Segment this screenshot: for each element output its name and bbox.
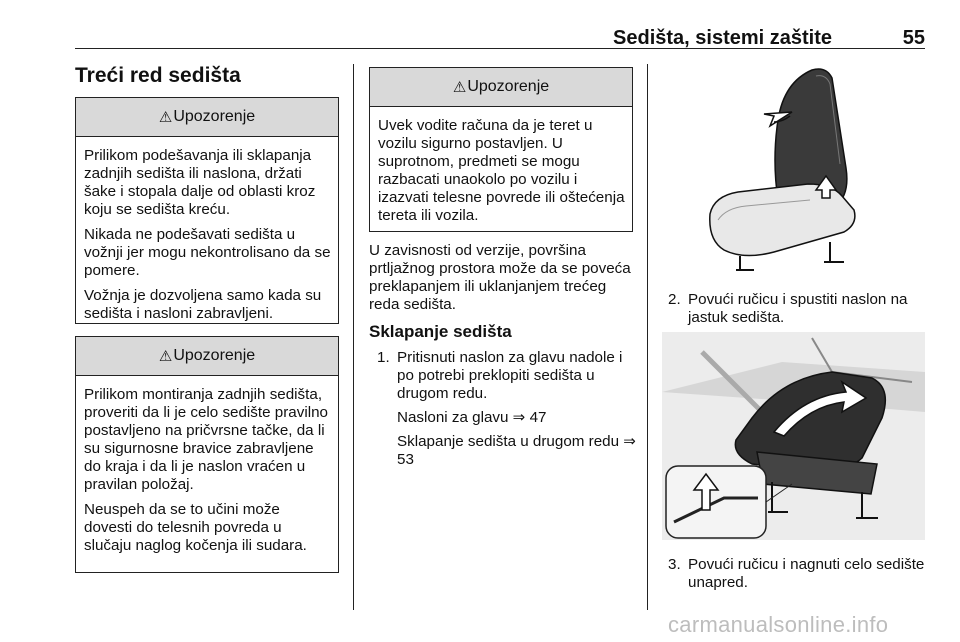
reference-link[interactable]: Nasloni za glavu ⇒ 47 — [397, 409, 547, 426]
header-title: Sedišta, sistemi zaštite — [613, 27, 832, 49]
section-title: Treći red sedišta — [75, 64, 241, 87]
watermark: carmanualsonline.info — [668, 612, 889, 637]
step-number: 3. — [668, 556, 681, 573]
warning-heading: Upozorenje — [173, 108, 256, 125]
subheading: Sklapanje sedišta — [369, 322, 512, 341]
warning-paragraph: Nikada ne podešavati sedišta u vožnji jer mogu nekontrolisano da se pomere. — [84, 226, 331, 279]
fold-seat-illustration — [662, 332, 925, 540]
warning-header — [370, 68, 632, 107]
warning-triangle-icon: ⚠ — [158, 109, 173, 126]
step-text: Povući ručicu i nagnuti celo sedište unapred. — [688, 556, 925, 591]
step-number: 1. — [377, 349, 390, 366]
warning-paragraph: Uvek vodite računa da je teret u vozilu sigurno postavljen. U suprotnom, predmeti se mogu razbacati unaokolo po vozilu i izazvati telesne povrede ili oštećenja tereta ili vozila. — [378, 117, 625, 224]
warning-paragraph: Vožnja je dozvoljena samo kada su sedišta i nasloni zabravljeni. — [84, 287, 322, 322]
warning-box — [369, 67, 633, 232]
warning-body — [370, 107, 632, 238]
column-divider — [353, 64, 354, 610]
warning-box — [75, 97, 339, 324]
step-text: Povući ručicu i spustiti naslon na jastuk sedišta. — [688, 291, 908, 326]
step-number: 2. — [668, 291, 681, 308]
warning-heading: Upozorenje — [467, 78, 550, 95]
warning-triangle-icon: ⚠ — [158, 348, 173, 365]
step-item — [668, 556, 930, 592]
warning-header — [76, 98, 338, 137]
step-item — [377, 349, 639, 475]
warning-body — [76, 137, 338, 336]
warning-triangle-icon: ⚠ — [452, 79, 467, 96]
warning-body — [76, 376, 338, 568]
intro-paragraph: U zavisnosti od verzije, površina prtljažnog prostora može da se poveća preklapanjem ili uklanjanjem trećeg reda sedišta. — [369, 242, 631, 313]
warning-paragraph: Prilikom montiranja zadnjih sedišta, proveriti da li je celo sedište pravilno postavljeno na pričvrsne tačke, da li su sigurnosne bravice zabravljene do kraja i da li je naslon vraćen u pravilan položaj. — [84, 386, 328, 493]
header-rule — [75, 48, 925, 49]
warning-header — [76, 337, 338, 376]
seat-illustration — [700, 64, 880, 274]
step-text: Pritisnuti naslon za glavu nadole i po potrebi preklopiti sedišta u drugom redu. — [397, 349, 623, 402]
reference-link[interactable]: Sklapanje sedišta u drugom redu ⇒ 53 — [397, 433, 636, 468]
page-number: 55 — [902, 27, 925, 49]
warning-box — [75, 336, 339, 573]
warning-paragraph: Neuspeh da se to učini može dovesti do telesnih povreda u slučaju naglog kočenja ili sudara. — [84, 501, 307, 554]
step-item — [668, 291, 930, 327]
warning-heading: Upozorenje — [173, 347, 256, 364]
column-divider — [647, 64, 648, 610]
warning-paragraph: Prilikom podešavanja ili sklapanja zadnjih sedišta ili naslona, držati šake i stopala dalje od oblasti kroz koju se sedišta kreću. — [84, 147, 316, 218]
